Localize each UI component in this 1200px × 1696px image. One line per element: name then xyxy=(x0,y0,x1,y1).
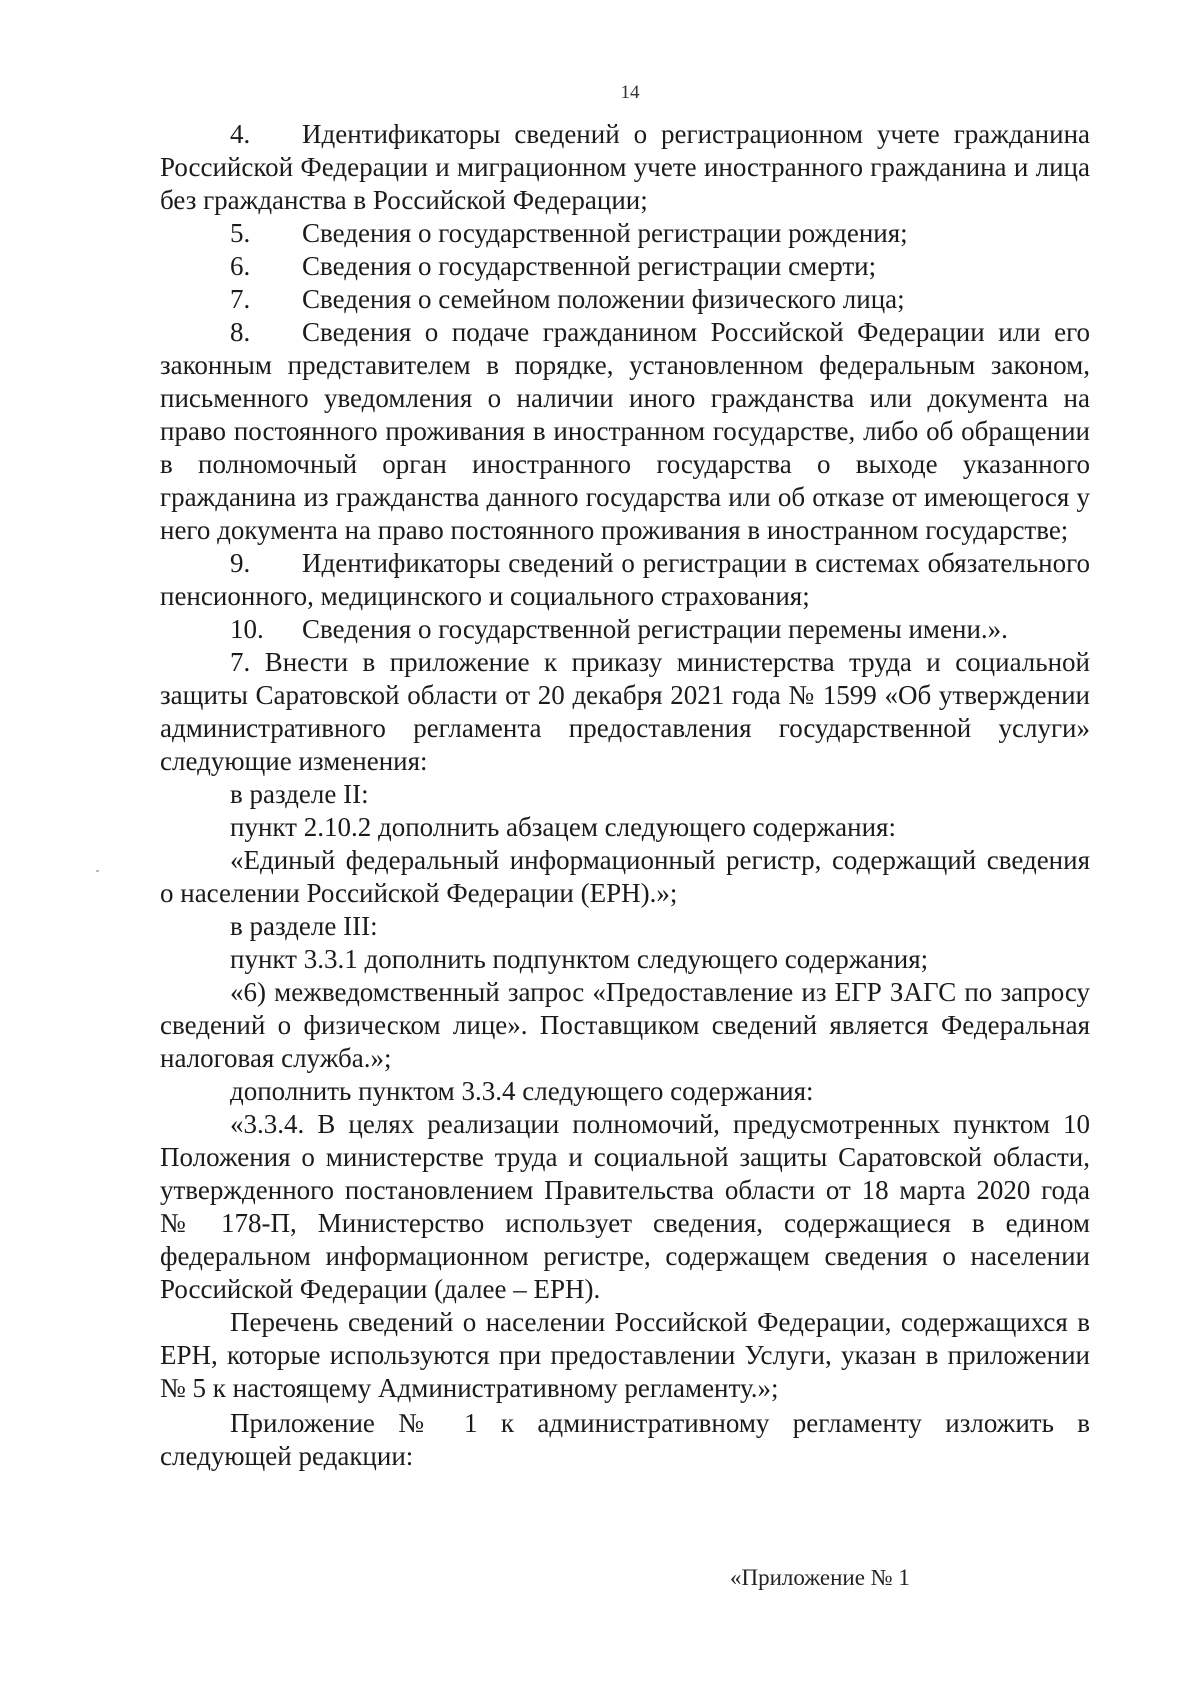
add-point-3-3-4: дополнить пунктом 3.3.4 следующего содержания: xyxy=(230,1076,814,1106)
point-3-3-1: пункт 3.3.1 дополнить подпунктом следующего содержания; xyxy=(230,944,929,974)
list-number: 7. xyxy=(230,284,251,314)
list-item-text: Сведения о семейном положении физического лица; xyxy=(302,284,905,314)
list-item-9 xyxy=(160,547,1090,613)
list-number: 10. xyxy=(230,614,264,644)
list-number: 9. xyxy=(230,548,251,578)
appendix-label: «Приложение № 1 xyxy=(730,1565,910,1590)
list-item-text: Идентификаторы сведений о регистрационном учете гражданина Российской Федерации и миграционном учете иностранного гражданина и лица без гражданства в Российской Федерации; xyxy=(160,119,1090,215)
section-2-heading: в разделе II: xyxy=(230,779,369,809)
list-number: 6. xyxy=(230,251,251,281)
list-number: 5. xyxy=(230,218,251,248)
section-3-heading: в разделе III: xyxy=(230,911,378,941)
list-item-text: Идентификаторы сведений о регистрации в системах обязательного пенсионного, медицинского и социального страхования; xyxy=(160,548,1090,611)
point-2-10-2: пункт 2.10.2 дополнить абзацем следующего содержания: xyxy=(230,812,896,842)
list-item-5 xyxy=(160,217,1090,250)
list-item-text: Сведения о государственной регистрации рождения; xyxy=(302,218,908,248)
list-number: 4. xyxy=(230,119,251,149)
scan-speck xyxy=(96,870,99,872)
quote-point-3-3-4: «3.3.4. В целях реализации полномочий, предусмотренных пунктом 10 Положения о министерстве труда и социальной защиты Саратовской области, утвержденного постановлением Правительства области от 18 марта 2020 года № 178-П, Министерство использует сведения, содержащиеся в едином федеральном информационном регистре, содержащем сведения о населении Российской Федерации (далее – ЕРН). xyxy=(160,1109,1090,1304)
list-item-6 xyxy=(160,250,1090,283)
list-item-8 xyxy=(160,316,1090,547)
list-item-4 xyxy=(160,118,1090,217)
quote-ern-register: «Единый федеральный информационный регистр, содержащий сведения о населении Российской Федерации (ЕРН).»; xyxy=(160,845,1090,908)
ern-list-paragraph: Перечень сведений о населении Российской Федерации, содержащихся в ЕРН, которые используются при предоставлении Услуги, указан в приложении № 5 к настоящему Административному регламенту.»; xyxy=(160,1307,1090,1403)
appendix-1-paragraph: Приложение № 1 к административному регламенту изложить в следующей редакции: xyxy=(160,1408,1090,1471)
list-item-10 xyxy=(160,613,1090,646)
list-item-text: Сведения о государственной регистрации смерти; xyxy=(302,251,877,281)
quote-subpoint-6: «6) межведомственный запрос «Предоставление из ЕГР ЗАГС по запросу сведений о физическом лице». Поставщиком сведений является Федеральная налоговая служба.»; xyxy=(160,977,1090,1073)
list-item-7 xyxy=(160,283,1090,316)
document-body xyxy=(160,118,1090,1473)
page-number: 14 xyxy=(620,82,640,103)
list-item-text: Сведения о государственной регистрации перемены имени.». xyxy=(302,614,1008,644)
paragraph-7: 7. Внести в приложение к приказу министерства труда и социальной защиты Саратовской области от 20 декабря 2021 года № 1599 «Об утверждении административного регламента предоставления государственной услуги» следующие изменения: xyxy=(160,647,1090,776)
list-number: 8. xyxy=(230,317,251,347)
list-item-text: Сведения о подаче гражданином Российской Федерации или его законным представителем в порядке, установленном федеральным законом, письменного уведомления о наличии иного гражданства или документа на право постоянного проживания в иностранном государстве, либо об обращении в полномочный орган иностранного государства о выходе указанного гражданина из гражданства данного государства или об отказе от имеющегося у него документа на право постоянного проживания в иностранном государстве; xyxy=(160,317,1090,545)
